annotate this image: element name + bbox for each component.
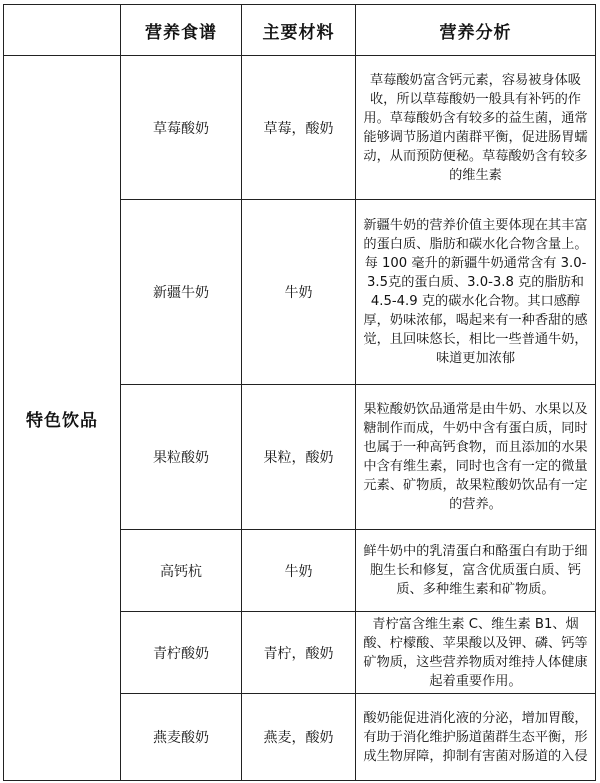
analysis-cell: 新疆牛奶的营养价值主要体现在其丰富的蛋白质、脂肪和碳水化合物含量上。 每 100 毫升的新疆牛奶通常含有 3.0-3.5克的蛋白质、3.0-3.8 克的脂肪和 4.5-4.9 克的碳水化合物。其口感醇厚，奶味浓郁，喝起来有一种香甜的感觉，且回味悠长，相比一些普通牛奶，味道更加浓郁 [356, 200, 596, 385]
nutrition-table [3, 4, 596, 781]
category-cell: 特色饮品 [4, 56, 121, 781]
recipe-cell: 燕麦酸奶 [121, 694, 242, 781]
material-cell: 青柠，酸奶 [242, 612, 356, 694]
material-cell: 牛奶 [242, 530, 356, 612]
recipe-cell: 新疆牛奶 [121, 200, 242, 385]
material-cell: 牛奶 [242, 200, 356, 385]
analysis-cell: 草莓酸奶富含钙元素，容易被身体吸收，所以草莓酸奶一般具有补钙的作用。草莓酸奶含有较多的益生菌，通常能够调节肠道内菌群平衡，促进肠胃蠕动，从而预防便秘。草莓酸奶含有较多的维生素 [356, 56, 596, 200]
recipe-cell: 高钙杭 [121, 530, 242, 612]
analysis-cell: 酸奶能促进消化液的分泌，增加胃酸，有助于消化维护肠道菌群生态平衡，形成生物屏障，抑制有害菌对肠道的入侵 [356, 694, 596, 781]
material-cell: 燕麦，酸奶 [242, 694, 356, 781]
analysis-cell: 果粒酸奶饮品通常是由牛奶、水果以及糖制作而成，牛奶中含有蛋白质，同时也属于一种高钙食物，而且添加的水果中含有维生素，同时也含有一定的微量元素、矿物质，故果粒酸奶饮品有一定的营养。 [356, 385, 596, 530]
recipe-cell: 草莓酸奶 [121, 56, 242, 200]
analysis-cell: 鲜牛奶中的乳清蛋白和酪蛋白有助于细胞生长和修复，富含优质蛋白质、钙质、多种维生素和矿物质。 [356, 530, 596, 612]
header-category [4, 5, 121, 56]
recipe-cell: 果粒酸奶 [121, 385, 242, 530]
header-material: 主要材料 [242, 5, 356, 56]
analysis-cell: 青柠富含维生素 C、维生素 B1、烟酸、柠檬酸、苹果酸以及钾、磷、钙等矿物质，这些营养物质对维持人体健康起着重要作用。 [356, 612, 596, 694]
table-row [4, 56, 596, 200]
material-cell: 草莓，酸奶 [242, 56, 356, 200]
header-recipe: 营养食谱 [121, 5, 242, 56]
header-analysis: 营养分析 [356, 5, 596, 56]
material-cell: 果粒，酸奶 [242, 385, 356, 530]
table-header-row [4, 5, 596, 56]
recipe-cell: 青柠酸奶 [121, 612, 242, 694]
